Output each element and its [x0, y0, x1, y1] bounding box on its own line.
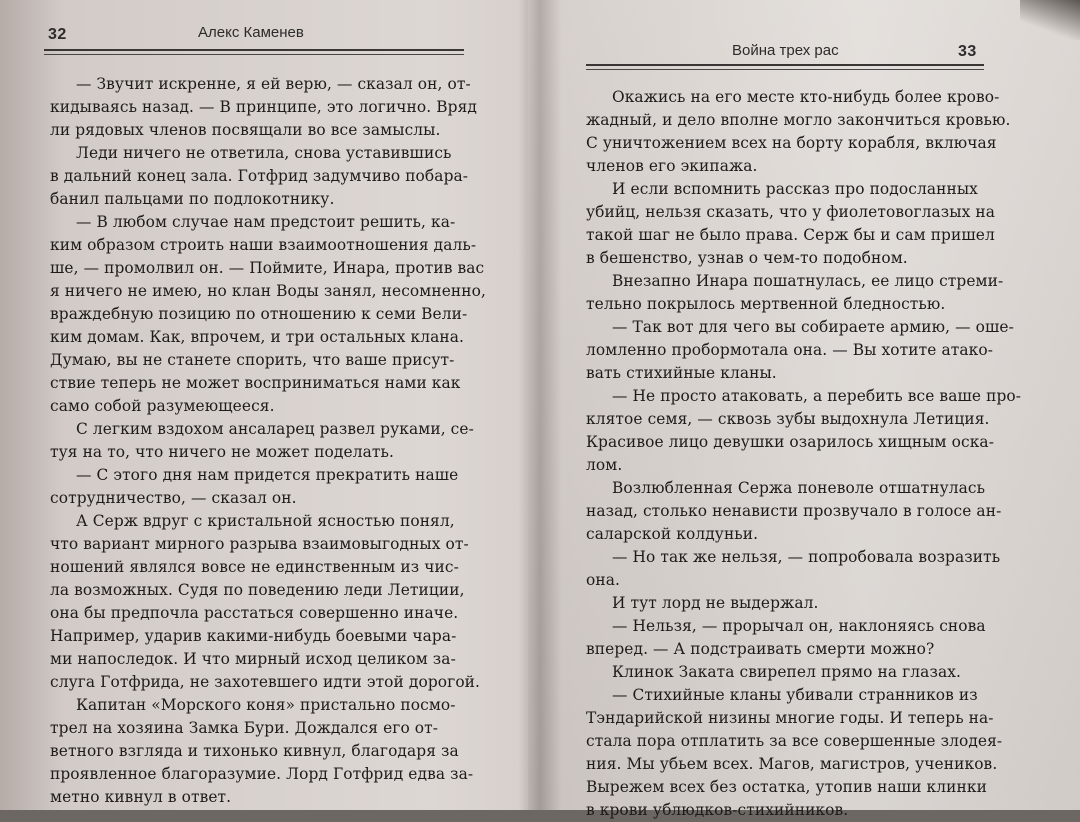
text-line: саларской колдуньи.: [586, 525, 759, 543]
text-line: в крови ублюдков-стихийников.: [586, 801, 849, 819]
text-line: слуга Готфрида, не захотевшего идти этой дорогой.: [50, 673, 481, 691]
text-line: А Серж вдруг с кристальной ясностью понял,: [76, 512, 455, 530]
text-line: С уничтожением всех на борту корабля, включая: [586, 134, 997, 152]
text-line: — Нельзя, — прорычал он, наклоняясь снова: [612, 617, 986, 635]
text-line: Возлюбленная Сержа поневоле отшатнулась: [612, 479, 986, 497]
text-line: ношений являлся вовсе не единственным из чис-: [50, 558, 459, 576]
text-line: жадный, и дело вполне могло закончиться кровью.: [586, 111, 1011, 129]
text-line: она бы предпочла расстаться совершенно иначе.: [50, 604, 459, 622]
text-line: такой шаг не было права. Серж бы и сам пришел: [586, 226, 995, 244]
text-line: враждебную позицию по отношению к семи Вели-: [50, 305, 468, 323]
text-line: ким домам. Как, впрочем, и три остальных клана.: [50, 328, 465, 346]
text-line: она.: [586, 571, 620, 589]
text-line: ше, — промолвил он. — Поймите, Инара, против вас: [50, 259, 485, 277]
text-line: что вариант мирного разрыва взаимовыгодных от-: [50, 535, 469, 553]
text-line: в дальний конец зала. Готфрид задумчиво побара-: [50, 167, 469, 185]
page-shadow: [1020, 0, 1080, 40]
text-line: — Не просто атаковать, а перебить все ваше про-: [612, 387, 1022, 405]
text-line: — Стихийные кланы убивали странников из: [612, 686, 978, 704]
text-line: — С этого дня нам придется прекратить наше: [76, 466, 459, 484]
text-line: С легким вздохом ансаларец развел руками, се-: [76, 420, 474, 438]
text-line: Например, ударив какими-нибудь боевыми чара-: [50, 627, 457, 645]
text-line: ветного взгляда и тихонько кивнул, благодаря за: [50, 742, 459, 760]
text-line: вперед. — А подстраивать смерти можно?: [586, 640, 935, 658]
text-line: ствие теперь не может восприниматься нами как: [50, 374, 461, 392]
text-line: проявленное благоразумие. Лорд Готфрид едва за-: [50, 765, 474, 783]
text-line: ния. Мы убьем всех. Магов, магистров, учеников.: [586, 755, 998, 773]
text-line: сотрудничество, — сказал он.: [50, 489, 297, 507]
text-line: Окажись на его месте кто-нибудь более крово-: [612, 88, 1000, 106]
text-line: трел на хозяина Замка Бури. Дождался его от-: [50, 719, 439, 737]
left-page: [0, 0, 528, 810]
left-running-head: Алекс Каменев: [198, 24, 304, 41]
text-line: кидываясь назад. — В принципе, это логично. Вряд: [50, 98, 478, 116]
text-line: членов его экипажа.: [586, 157, 758, 175]
left-body-text: [50, 73, 486, 809]
right-header-rule-thin: [586, 69, 984, 70]
left-page-number: 32: [48, 26, 67, 43]
text-line: Думаю, вы не станете спорить, что ваше присут-: [50, 351, 455, 369]
text-line: назад, столько ненависти прозвучало в голосе ан-: [586, 502, 1002, 520]
text-line: само собой разумеющееся.: [50, 397, 275, 415]
text-line: лом.: [586, 456, 623, 474]
text-line: Клинок Заката свирепел прямо на глазах.: [612, 663, 961, 681]
right-running-head: Война трех рас: [732, 42, 839, 59]
text-line: тельно покрылось мертвенной бледностью.: [586, 295, 946, 313]
text-line: я ничего не имею, но клан Воды занял, несомненно,: [50, 282, 486, 300]
text-line: Красивое лицо девушки озарилось хищным оска-: [586, 433, 994, 451]
text-line: ла возможных. Судя по поведению леди Летиции,: [50, 581, 465, 599]
text-line: стала пора отплатить за все совершенные злодея-: [586, 732, 1003, 750]
text-line: ким образом строить наши взаимоотношения даль-: [50, 236, 477, 254]
text-line: ломленно пробормотала она. — Вы хотите атако-: [586, 341, 994, 359]
right-header-rule: [586, 64, 984, 66]
text-line: ли рядовых членов посвящали во все замыслы.: [50, 121, 441, 139]
left-header-rule: [44, 49, 464, 51]
text-line: вать стихийные кланы.: [586, 364, 777, 382]
text-line: Тэндарийской низины многие годы. И теперь на-: [586, 709, 994, 727]
text-line: — Так вот для чего вы собираете армию, — оше-: [612, 318, 1014, 336]
right-page-number: 33: [958, 43, 977, 60]
text-line: И если вспомнить рассказ про подосланных: [612, 180, 978, 198]
right-page: [528, 0, 1080, 819]
text-line: — Звучит искренне, я ей верю, — сказал он, от-: [76, 75, 471, 93]
text-line: метно кивнул в ответ.: [50, 788, 232, 806]
text-line: банил пальцами по подлокотнику.: [50, 190, 335, 208]
text-line: в бешенство, узнав о чем-то подобном.: [586, 249, 908, 267]
left-header-rule-thin: [44, 54, 464, 55]
text-line: ми напоследок. И что мирный исход целиком за-: [50, 650, 456, 668]
text-line: — В любом случае нам предстоит решить, ка-: [76, 213, 456, 231]
text-line: — Но так же нельзя, — попробовала возразить: [612, 548, 1001, 566]
text-line: туя на то, что ничего не может поделать.: [50, 443, 394, 461]
text-line: Вырежем всех без остатка, утопив наши клинки: [586, 778, 987, 796]
text-line: клятое семя, — сквозь зубы выдохнула Летиция.: [586, 410, 990, 428]
text-line: убийц, нельзя сказать, что у фиолетовоглазых на: [586, 203, 996, 221]
right-body-text: [586, 86, 1021, 822]
text-line: Внезапно Инара пошатнулась, ее лицо стреми-: [612, 272, 1004, 290]
text-line: Капитан «Морского коня» пристально посмо-: [76, 696, 456, 714]
text-line: Леди ничего не ответила, снова уставившись: [76, 144, 452, 162]
text-line: И тут лорд не выдержал.: [612, 594, 819, 612]
